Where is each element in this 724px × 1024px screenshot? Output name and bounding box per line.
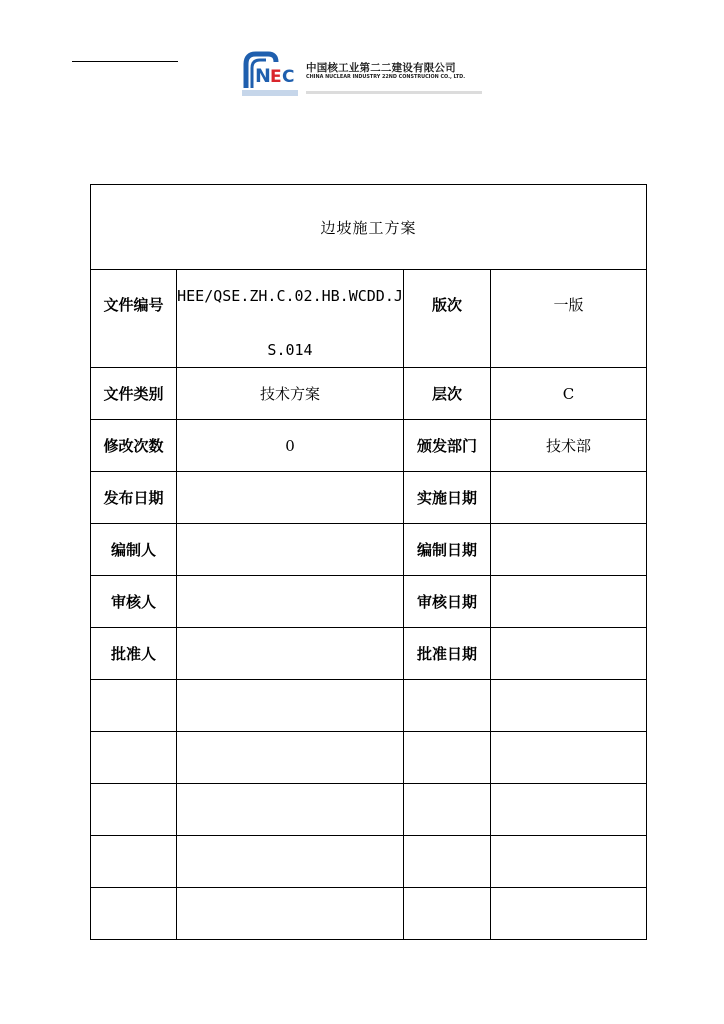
company-name-en: CHINA NUCLEAR INDUSTRY 22ND CONSTRUCION CO., LTD. <box>306 74 466 80</box>
issuing-dept-value: 技术部 <box>491 420 647 472</box>
publish-date-value <box>177 472 404 524</box>
publish-date-label: 发布日期 <box>91 472 177 524</box>
doc-number-line-2: S.014 <box>267 340 313 359</box>
version-label: 版次 <box>404 270 491 368</box>
approval-date-label: 批准日期 <box>404 628 491 680</box>
category-label: 文件类别 <box>91 368 177 420</box>
blank-row <box>91 784 647 836</box>
blank-row <box>91 680 647 732</box>
approver-value <box>177 628 404 680</box>
blank-row <box>91 732 647 784</box>
author-date-value <box>491 524 647 576</box>
table-row <box>91 472 647 524</box>
issuing-dept-label: 颁发部门 <box>404 420 491 472</box>
approval-date-value <box>491 628 647 680</box>
blank-row <box>91 888 647 940</box>
document-control-table <box>90 184 647 940</box>
revision-label: 修改次数 <box>91 420 177 472</box>
review-date-label: 审核日期 <box>404 576 491 628</box>
company-logo <box>242 50 488 98</box>
title-row <box>91 185 647 270</box>
table-row <box>91 576 647 628</box>
blank-row <box>91 836 647 888</box>
reviewer-value <box>177 576 404 628</box>
reviewer-label: 审核人 <box>91 576 177 628</box>
table-row <box>91 368 647 420</box>
logo-reflection <box>242 90 482 96</box>
effective-date-label: 实施日期 <box>404 472 491 524</box>
table-row <box>91 420 647 472</box>
svg-text:N: N <box>255 65 271 87</box>
nec-logo-icon <box>242 50 298 90</box>
document-title: 边坡施工方案 <box>91 185 647 270</box>
svg-text:E: E <box>270 67 282 87</box>
level-label: 层次 <box>404 368 491 420</box>
company-name-cn: 中国核工业第二二建设有限公司 <box>306 62 456 74</box>
author-value <box>177 524 404 576</box>
version-value: 一版 <box>491 270 647 368</box>
table-row <box>91 270 647 368</box>
revision-value: 0 <box>177 420 404 472</box>
doc-number-value <box>177 270 404 368</box>
svg-text:C: C <box>282 67 295 87</box>
header-rule <box>72 61 178 62</box>
table-row <box>91 524 647 576</box>
approver-label: 批准人 <box>91 628 177 680</box>
effective-date-value <box>491 472 647 524</box>
author-date-label: 编制日期 <box>404 524 491 576</box>
table-row <box>91 628 647 680</box>
doc-number-label: 文件编号 <box>91 270 177 368</box>
category-value: 技术方案 <box>177 368 404 420</box>
author-label: 编制人 <box>91 524 177 576</box>
review-date-value <box>491 576 647 628</box>
doc-number-line-1: HEE/QSE.ZH.C.02.HB.WCDD.J <box>177 286 403 305</box>
level-value: C <box>491 368 647 420</box>
